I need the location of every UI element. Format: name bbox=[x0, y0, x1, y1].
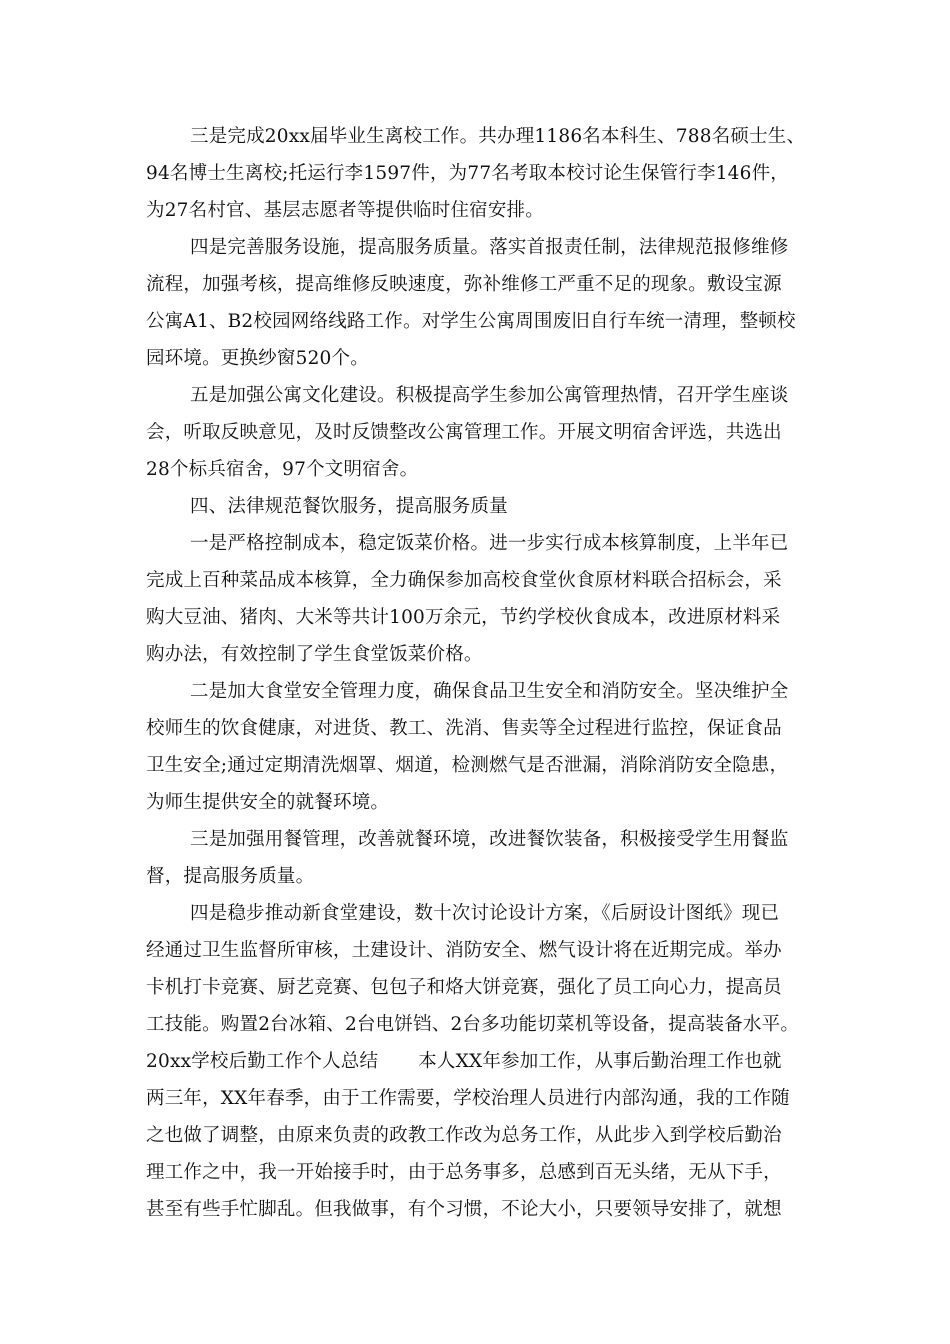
summary-heading-line bbox=[146, 1050, 782, 1074]
text-line: 为27名村官、基层志愿者等提供临时住宿安排。 bbox=[146, 200, 544, 221]
text-line: 四是稳步推动新食堂建设，数十次讨论设计方案，《后厨设计图纸》现已 bbox=[190, 903, 780, 924]
text-line: 督，提高服务质量。 bbox=[146, 866, 315, 887]
text-line: 工技能。购置2台冰箱、2台电饼铛、2台多功能切菜机等设备，提高装备水平。 bbox=[146, 1014, 800, 1035]
text-line: 卫生安全;通过定期清洗烟罩、烟道，检测燃气是否泄漏，消除消防安全隐患， bbox=[146, 755, 789, 776]
text-line: 三是完成20xx届毕业生离校工作。共办理1186名本科生、788名硕士生、 bbox=[190, 126, 806, 147]
text-line: 甚至有些手忙脚乱。但我做事，有个习惯，不论大小，只要领导安排了，就想 bbox=[146, 1199, 782, 1220]
text-line: 卡机打卡竞赛、厨艺竞赛、包包子和烙大饼竞赛，强化了员工向心力，提高员 bbox=[146, 977, 782, 998]
text-line: 一是严格控制成本，稳定饭菜价格。进一步实行成本核算制度，上半年已 bbox=[190, 533, 789, 554]
text-line: 之也做了调整，由原来负责的政教工作改为总务工作，从此步入到学校后勤治 bbox=[146, 1125, 782, 1146]
text-line: 28个标兵宿舍，97个文明宿舍。 bbox=[146, 459, 419, 480]
text-line: 二是加大食堂安全管理力度，确保食品卫生安全和消防安全。坚决维护全 bbox=[190, 681, 789, 702]
text-line: 公寓A1、B2校园网络线路工作。对学生公寓周围废旧自行车统一清理，整顿校 bbox=[146, 311, 796, 332]
text-line: 三是加强用餐管理，改善就餐环境，改进餐饮装备，积极接受学生用餐监 bbox=[190, 829, 789, 850]
text-line: 园环境。更换纱窗520个。 bbox=[146, 348, 369, 369]
text-line: 购大豆油、猪肉、大米等共计100万余元，节约学校伙食成本，改进原材料采 bbox=[146, 607, 781, 628]
text-line: 购办法，有效控制了学生食堂饭菜价格。 bbox=[146, 644, 483, 665]
text-line: 两三年，XX年春季，由于工作需要，学校治理人员进行内部沟通，我的工作随 bbox=[146, 1088, 790, 1109]
text-line: 流程，加强考核，提高维修反映速度，弥补维修工严重不足的现象。敷设宝源 bbox=[146, 274, 782, 295]
text-line: 理工作之中，我一开始接手时，由于总务事多，总感到百无头绪，无从下手， bbox=[146, 1162, 782, 1183]
text-line: 校师生的饮食健康，对进货、教工、洗消、售卖等全过程进行监控，保证食品 bbox=[146, 718, 782, 739]
text-line: 94名博士生离校;托运行李1597件，为77名考取本校讨论生保管行李146件， bbox=[146, 163, 790, 184]
summary-first-line: 本人XX年参加工作，从事后勤治理工作也就 bbox=[418, 1051, 782, 1072]
text-line: 四是完善服务设施，提高服务质量。落实首报责任制，法律规范报修维修 bbox=[190, 237, 789, 258]
text-line: 会，听取反映意见，及时反馈整改公寓管理工作。开展文明宿舍评选，共选出 bbox=[146, 422, 782, 443]
summary-title: 20xx学校后勤工作个人总结 bbox=[146, 1051, 379, 1072]
section-heading: 四、法律规范餐饮服务，提高服务质量 bbox=[190, 496, 508, 517]
text-line: 为师生提供安全的就餐环境。 bbox=[146, 792, 390, 813]
text-line: 五是加强公寓文化建设。积极提高学生参加公寓管理热情，召开学生座谈 bbox=[190, 385, 789, 406]
text-line: 完成上百种菜品成本核算，全力确保参加高校食堂伙食原材料联合招标会，采 bbox=[146, 570, 782, 591]
text-line: 经通过卫生监督所审核，土建设计、消防安全、燃气设计将在近期完成。举办 bbox=[146, 940, 782, 961]
